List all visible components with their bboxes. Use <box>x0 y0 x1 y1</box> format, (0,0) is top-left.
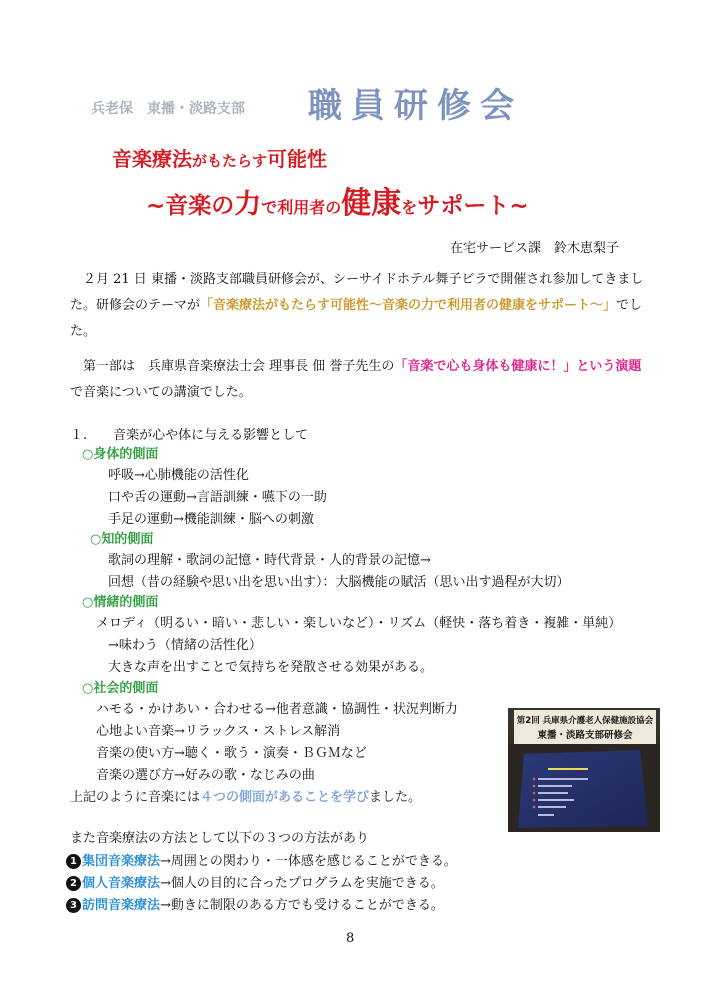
org-name: 兵老保 東播・淡路支部 <box>91 101 245 117</box>
list-item: 音楽の選び方→好みの歌・なじみの曲 <box>96 768 315 783</box>
page-title: 職員研修会 <box>308 86 523 126</box>
list-item: 心地よい音楽→リラックス・ストレス解消 <box>96 724 341 739</box>
number-1-icon: 1 <box>66 854 81 869</box>
headline-1-part-c: 可能性 <box>267 147 328 171</box>
method-name: 個人音楽療法 <box>82 876 161 891</box>
seminar-photo-illustration <box>508 708 660 832</box>
headline-1 <box>112 143 327 172</box>
headline-2-part-d: 健康 <box>341 186 402 221</box>
list-item: 大きな声を出すことで気持ちを発散させる効果がある。 <box>108 660 434 675</box>
list-item: 回想（昔の経験や思い出を思い出す）：大脳機能の賦活（思い出す過程が大切） <box>108 575 570 590</box>
banner-line-1: 第2回 兵庫県介護老人保健施設協会 <box>516 716 654 726</box>
methods-intro: また音楽療法の方法として以下の３つの方法があり <box>70 831 370 846</box>
method-name: 集団音楽療法 <box>82 854 161 869</box>
number-2-icon: 2 <box>66 876 81 891</box>
list-item: メロディ（明るい・暗い・悲しい・楽しいなど）・リズム（軽快・落ち着き・複雑・単純） <box>96 616 622 631</box>
list-item: 音楽の使い方→聴く・歌う・演奏・ＢＧＭなど <box>96 746 367 761</box>
headline-2-part-a: ~音楽の <box>146 193 235 219</box>
intro-end: でした。 <box>70 298 643 339</box>
headline-2 <box>146 178 529 222</box>
list-item: 歌詞の理解・歌詞の記憶・時代背景・人的背景の記憶→ <box>108 553 431 568</box>
section-heading-emotional: ○情緒的側面 <box>82 595 159 610</box>
intro-text: ２月 21 日 東播・淡路支部職員研修会が、シーサイドホテル舞子ビラで開催され参加してきました。研修会のテーマが <box>70 272 644 313</box>
headline-1-part-a: 音楽療法 <box>112 147 192 171</box>
headline-2-part-b: 力 <box>234 189 262 220</box>
list-title: １. 音楽が心や体に与える影響として <box>70 428 309 443</box>
seminar-photo <box>508 708 660 832</box>
headline-2-part-e: を <box>401 198 418 217</box>
method-desc: →周囲との関わり・一体感を感じることができる。 <box>160 854 457 869</box>
summary-line <box>70 786 421 805</box>
lecture-text: 第一部は 兵庫県音楽療法士会 理事長 佃 誉子先生の <box>83 359 395 374</box>
section-heading-intellectual: ○知的側面 <box>90 532 154 547</box>
method-desc: →動きに制限のある方でも受けることができる。 <box>160 898 444 913</box>
list-item: 口や舌の運動→言語訓練・嚥下の一助 <box>108 490 327 505</box>
projection-screen <box>518 750 648 828</box>
method-item <box>66 850 457 869</box>
list-item: 呼吸→心肺機能の活性化 <box>108 468 249 483</box>
list-item: 手足の運動→機能訓練・脳への刺激 <box>108 512 314 527</box>
summary-pre: 上記のように音楽には <box>70 790 201 805</box>
author: 在宅サービス課 鈴木恵梨子 <box>450 241 620 256</box>
page-number: 8 <box>346 931 355 946</box>
intro-theme: 「音楽療法がもたらす可能性～音楽の力で利用者の健康をサポート～」 <box>200 298 617 313</box>
lecture-topic: 「音楽で心も身体も健康に！」という演題 <box>394 359 642 374</box>
headline-2-part-c: で利用者の <box>261 198 342 217</box>
method-item <box>66 872 444 891</box>
method-item <box>66 894 444 913</box>
list-item: →味わう（情緒の活性化） <box>108 638 262 653</box>
list-item: ハモる・かけあい・合わせる→他者意識・協調性・状況判断力 <box>96 702 458 717</box>
banner-line-2: 東播・淡路支部研修会 <box>537 730 633 741</box>
summary-post: ました。 <box>369 790 422 805</box>
lecture-end: で音楽についての講演でした。 <box>70 385 252 400</box>
method-name: 訪問音楽療法 <box>82 898 161 913</box>
lecture-paragraph <box>70 354 645 406</box>
method-desc: →個人の目的に合ったプログラムを実施できる。 <box>160 876 444 891</box>
headline-2-part-f: サポート~ <box>417 193 529 219</box>
number-3-icon: 3 <box>66 898 81 913</box>
headline-1-part-b: がもたらす <box>192 152 268 170</box>
intro-paragraph <box>70 267 645 345</box>
section-heading-social: ○社会的側面 <box>82 681 159 696</box>
summary-highlight: ４つの側面があることを学び <box>200 790 370 805</box>
section-heading-physical: ○身体的側面 <box>82 447 159 462</box>
